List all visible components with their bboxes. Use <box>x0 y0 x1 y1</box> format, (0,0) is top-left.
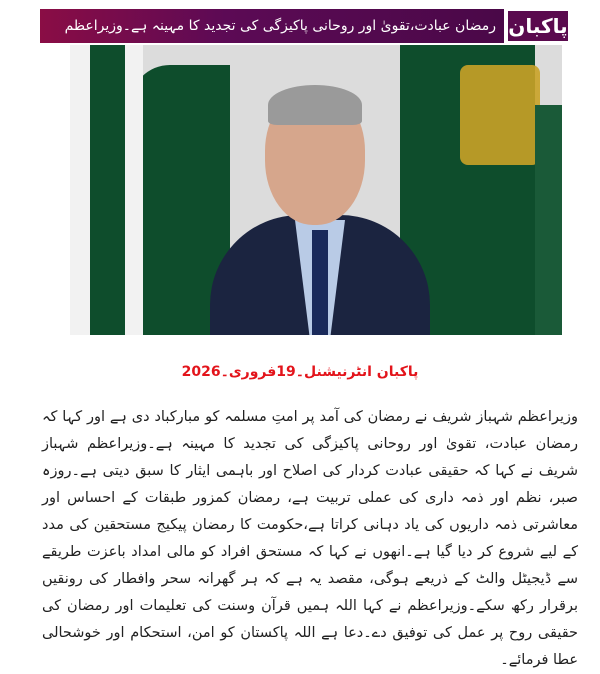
header-bar <box>40 9 570 43</box>
flag-stripe <box>125 45 143 335</box>
article-byline: پاکبان انٹرنیشنل۔19فروری۔2026 <box>181 364 419 380</box>
flag-far-right <box>535 105 562 335</box>
article-photo <box>70 45 562 335</box>
hair <box>268 85 362 125</box>
emblem <box>460 65 540 165</box>
flag-left-white <box>70 45 90 335</box>
article-body: وزیراعظم شہباز شریف نے رمضان کی آمد پر امتِ مسلمہ کو مبارکباد دی ہے اور کہا کہ رمضان عبادت، تقویٰ اور روحانی پاکیزگی کی تجدید کا مہینہ ہے۔وزیراعظم شہباز شریف نے کہا کہ حقیقی عبادت کردار کی اصلاح اور باہمی ایثار کا سبق دیتی ہے۔روزہ صبر، نظم اور ذمہ داری کی عملی تربیت ہے، رمضان کمزور طبقات کے احساس اور معاشرتی ذمہ داریوں کی یاد دہانی کراتا ہے،حکومت کا رمضان پیکیج مستحقین کی مدد کے لیے شروع کر دیا گیا ہے۔انھوں نے کہا کہ مستحق افراد کو مالی امداد باعزت طریقے سے ڈیجیٹل والٹ کے ذریعے ہوگی، مقصد یہ ہے کہ ہر گھرانہ سحر وافطار کی رونقیں برقرار رکھ سکے۔وزیراعظم نے کہا اللہ ہمیں قرآن وسنت کی تعلیمات اور رمضان کی حقیقی روح پر عمل کی توفیق دے۔دعا ہے اللہ پاکستان کو امن، استحکام اور خوشحالی عطا فرمائے۔ <box>42 409 578 668</box>
tie <box>312 230 328 335</box>
site-logo[interactable]: پاکبان <box>506 9 570 43</box>
headline: رمضان عبادت،تقویٰ اور روحانی پاکیزگی کی تجدید کا مہینہ ہے۔وزیراعظم <box>40 9 504 43</box>
